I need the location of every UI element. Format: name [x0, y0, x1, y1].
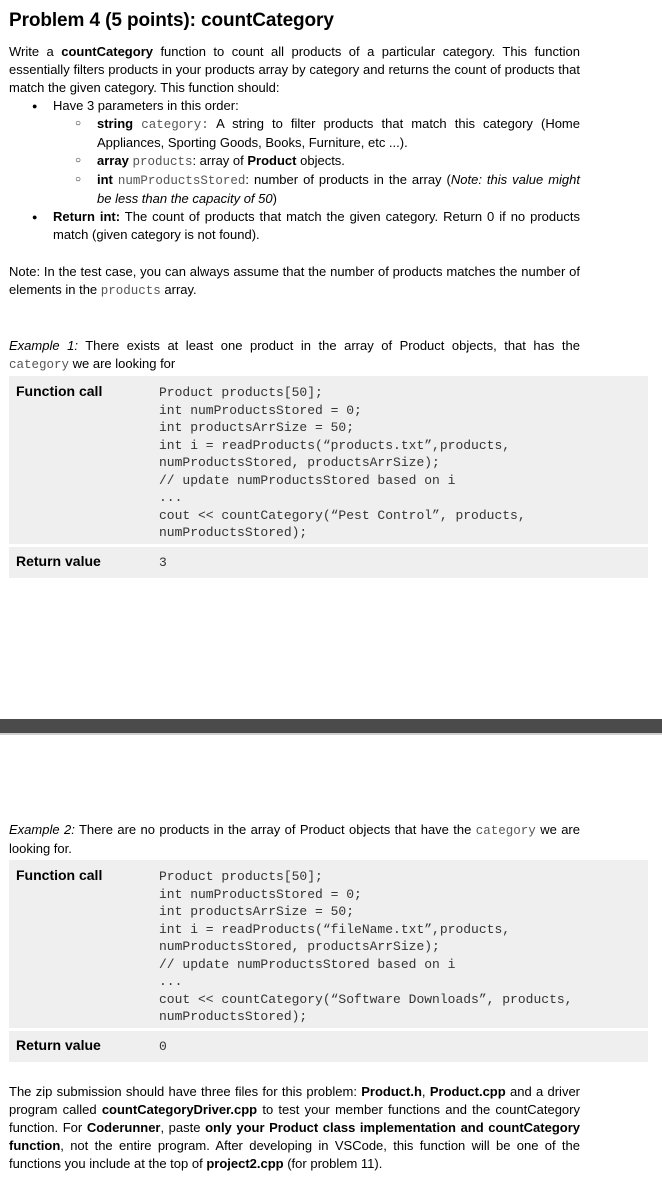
return-value-row [9, 1031, 648, 1062]
note-text-2: array. [160, 282, 197, 297]
param-desc-end: ) [272, 191, 277, 206]
code-block [159, 868, 572, 1026]
code-line: int i = readProducts(“fileName.txt”,products, [159, 921, 511, 937]
code-line: // update numProductsStored based on i [159, 956, 456, 972]
params-label: Have 3 parameters in this order: [53, 98, 239, 113]
param-category [53, 115, 580, 152]
function-call-row [9, 860, 648, 1028]
param-num-products [53, 171, 580, 208]
file-name: Product.h [361, 1084, 422, 1099]
code-line: numProductsStored); [159, 1009, 308, 1024]
code-line: numProductsStored, productsArrSize); [159, 455, 440, 470]
return-value-label: Return value [16, 1037, 101, 1053]
code-line: // update numProductsStored based on i [159, 472, 456, 488]
code-line: cout << countCategory(“Software Downloads”, products, [159, 991, 573, 1007]
example-text-2: we are looking for. [9, 822, 580, 856]
code-line: int i = readProducts(“products.txt”,products, [159, 437, 511, 453]
example-mono: category [9, 358, 70, 372]
return-value-row [9, 547, 648, 578]
page-divider-shadow [0, 733, 662, 735]
params-item [9, 97, 580, 208]
example-text-2: we are looking for [69, 356, 176, 371]
code-line: ... [159, 974, 183, 989]
file-name: countCategoryDriver.cpp [101, 1102, 258, 1117]
param-desc-end: objects. [296, 153, 345, 168]
example-label: Example 2: [9, 822, 75, 837]
function-call-label: Function call [16, 867, 103, 883]
return-desc: The count of products that match the given category. Return 0 if no products match (given category is not found). [53, 209, 580, 242]
function-name: countCategory [61, 44, 153, 59]
return-label: Return int: [53, 209, 121, 224]
code-line: int productsArrSize = 50; [159, 904, 355, 919]
param-desc-bold: Product [247, 153, 297, 168]
return-item [9, 208, 580, 244]
param-type: int [97, 172, 113, 187]
intro-text: Write a [9, 44, 62, 59]
function-call-label: Function call [16, 383, 103, 399]
param-desc: A string to filter products that match this category (Home Appliances, Sporting Goods, Books, Furniture, etc ...). [97, 116, 580, 150]
submission-text: The zip submission should have three files for this problem: [9, 1084, 362, 1099]
return-value: 0 [159, 1039, 167, 1054]
page-title: Problem 4 (5 points): countCategory [9, 10, 334, 31]
param-desc: : number of products in the array ( [245, 172, 451, 187]
example-label: Example 1: [9, 338, 78, 353]
submission-text: , not the entire program. After developing in VSCode, this function will be one of the functions you include at the top of [9, 1138, 580, 1171]
coderunner-label: Coderunner [86, 1120, 161, 1135]
return-value-label: Return value [16, 553, 101, 569]
param-name: category: [141, 118, 209, 132]
submission-text: to test your member functions and the countCategory function. For [9, 1102, 580, 1135]
param-name: numProductsStored [117, 174, 246, 188]
intro-paragraph [9, 43, 580, 97]
param-products [53, 152, 580, 171]
code-line: int numProductsStored = 0; [159, 402, 362, 418]
return-value: 3 [159, 555, 167, 570]
intro-text-2: function to count all products of a particular category. This function essentially filters products in your products array by category and returns the count of products that match the given category. This function should: [9, 44, 580, 95]
code-line: ... [159, 490, 183, 505]
example1-intro [9, 337, 580, 374]
submission-text: , [421, 1084, 430, 1099]
example-text: There are no products in the array of Product objects that have the [74, 822, 476, 837]
example-mono: category [475, 824, 536, 838]
param-type: array [97, 153, 129, 168]
param-desc: : array of [192, 153, 248, 168]
file-name: project2.cpp [206, 1156, 284, 1171]
code-line: int numProductsStored = 0; [159, 886, 362, 902]
params-sublist [53, 115, 580, 208]
code-line: numProductsStored, productsArrSize); [159, 939, 440, 954]
requirements-list [9, 97, 580, 244]
param-note: Note: this value might be less than the capacity of 50 [97, 172, 580, 206]
code-line: cout << countCategory(“Pest Control”, products, [159, 507, 526, 523]
example-text: There exists at least one product in the array of Product objects, that has the [77, 338, 580, 353]
submission-text: , paste [160, 1120, 206, 1135]
code-line: Product products[50]; [159, 385, 323, 400]
code-line: Product products[50]; [159, 869, 323, 884]
code-line: int productsArrSize = 50; [159, 420, 355, 435]
example2-intro [9, 821, 580, 858]
function-call-row [9, 376, 648, 544]
code-line: numProductsStored); [159, 525, 308, 540]
code-block [159, 384, 526, 542]
note-paragraph [9, 263, 580, 300]
file-name: Product.cpp [429, 1084, 506, 1099]
note-mono: products [100, 284, 161, 298]
submission-emphasis: only your Product class implementation and countCategory function [9, 1120, 580, 1153]
param-name: products [132, 155, 193, 169]
param-type: string [97, 116, 134, 131]
page-divider [0, 719, 662, 733]
submission-text: and a driver program called [9, 1084, 581, 1117]
submission-text: (for problem 11). [283, 1156, 383, 1171]
note-text: Note: In the test case, you can always assume that the number of products matches the number of elements in the [9, 264, 580, 297]
submission-paragraph [9, 1083, 580, 1173]
